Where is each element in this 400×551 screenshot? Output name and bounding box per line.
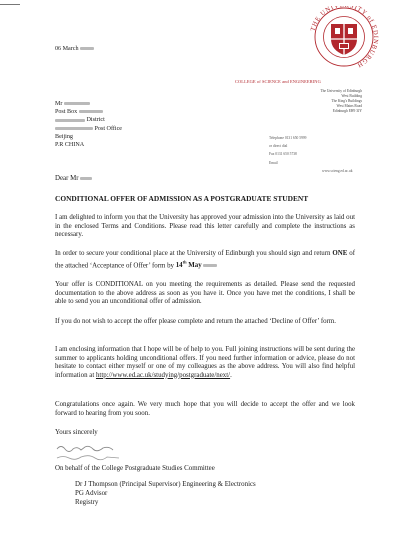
- paragraph-conditional: Your offer is CONDITIONAL on you meeting the requirements as detailed. Please send the requested documentation to the above address as soon as you have it. Once you have met the conditions, I shall be able to send you an unconditional offer of admission.: [55, 281, 355, 305]
- crest-ring-text: THE UNIV SITY of EDINBURGH: [309, 6, 380, 68]
- letter-subject: CONDITIONAL OFFER OF ADMISSION AS A POSTGRADUATE STUDENT: [55, 194, 309, 203]
- deadline-day: 14th May: [175, 259, 202, 269]
- redacted-district: [55, 119, 85, 122]
- date-text: 06 March: [55, 46, 79, 52]
- redacted-year: [80, 47, 94, 50]
- university-crest: [300, 6, 388, 68]
- crest-logo-icon: [300, 6, 388, 68]
- recipient-address: [55, 100, 122, 149]
- university-address: [268, 89, 362, 114]
- paragraph-information: I am enclosing information that I hope will be of help to you. Full joining instructions will be sent during the summer to applicants holding unconditional offers. If you need further information or advice, please do not hesitate to contact either myself or one of my colleagues as the above address. You will also find helpful information at http://www.ed.ac.uk/studying/postgraduate/next/.: [55, 346, 355, 379]
- recipient-country: P.R CHINA: [55, 142, 85, 149]
- college-name: COLLEGE of SCIENCE and ENGINEERING: [235, 79, 321, 84]
- contact-fax: Fax 0131 650 5738: [269, 152, 297, 156]
- postgraduate-info-link[interactable]: http://www.ed.ac.uk/studying/postgraduate/next/: [95, 371, 231, 379]
- recipient-pobox-line: Post Box: [55, 108, 122, 116]
- paragraph-congratulations: Congratulations once again. We very much hope that you will decide to accept the offer and we look forward to hearing from you soon.: [55, 401, 355, 417]
- redacted-pobox: [79, 110, 103, 113]
- salutation: Dear Mr: [55, 175, 92, 184]
- redacted-name: [64, 102, 90, 105]
- address-line: West Mains Road: [336, 104, 362, 109]
- committee-line: On behalf of the College Postgraduate Studies Committee: [55, 465, 215, 472]
- emphasis-one: ONE: [332, 250, 348, 257]
- signature-scribble-icon: [55, 441, 135, 463]
- recipient-district-line: District: [55, 116, 122, 124]
- signature: [55, 441, 135, 463]
- redacted-deadline-year: [203, 264, 217, 267]
- contact-direct-dial: or direct dial: [269, 144, 288, 148]
- letter-date: [55, 45, 94, 53]
- contact-email: Email: [269, 161, 278, 165]
- closing: Yours sincerely: [55, 429, 98, 436]
- address-line: Edinburgh EH9 3JY: [332, 109, 362, 114]
- cc-item: Dr J Thompson (Principal Supervisor) Engineering & Electronics: [75, 481, 256, 488]
- cc-list: [75, 480, 256, 507]
- redacted-postoffice: [55, 127, 93, 130]
- recipient-postoffice-line: Post Office: [55, 125, 122, 133]
- cc-item: Registry: [75, 499, 99, 506]
- recipient-city: Beijing: [55, 133, 73, 140]
- address-line: The University of Edinburgh: [320, 89, 362, 93]
- paragraph-approval: I am delighted to inform you that the University has approved your admission into the University as laid out in the enclosed Terms and Conditions. Please read this letter carefully and complete the instructions as necessary.: [55, 214, 355, 238]
- address-line: The King's Buildings: [331, 99, 362, 104]
- contact-telephone: Telephone 0131 650 5999: [269, 136, 307, 140]
- corner-mark: [0, 4, 20, 5]
- paragraph-acceptance: In order to secure your conditional place at the University of Edinburgh you should sign and return ONE of the attached ‘Acceptance of Offer’ form by 14th May: [55, 250, 355, 269]
- paragraph-decline: If you do not wish to accept the offer please complete and return the attached ‘Decline of Offer’ form.: [55, 318, 336, 325]
- recipient-name-line: Mr: [55, 100, 122, 108]
- cc-item: PG Advisor: [75, 490, 108, 497]
- contact-web: www.scieng.ed.ac.uk: [322, 169, 353, 173]
- redacted-surname: [80, 177, 92, 180]
- address-line: West Building: [341, 94, 362, 99]
